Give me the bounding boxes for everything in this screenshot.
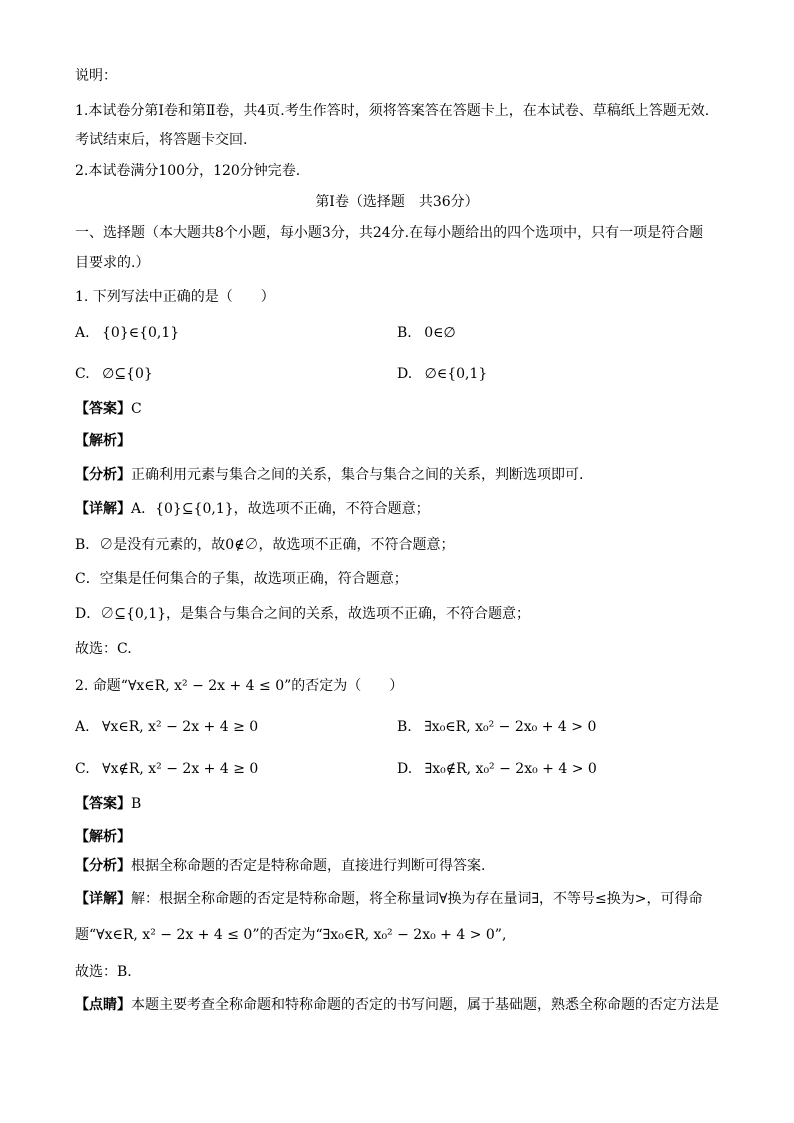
q1-detail-b: B．∅是没有元素的，故0∉∅，故选项不正确，不符合题意； xyxy=(75,537,455,553)
instructions-item1-line1: 1.本试卷分第Ⅰ卷和第Ⅱ卷，共4页.考生作答时，须将答案答在答题卡上，在本试卷、草稿纸上答题无效. xyxy=(75,103,710,119)
q2-option-b-text: ∃x₀∈R, x₀² − 2x₀ + 4 > 0 xyxy=(424,719,597,735)
q1-option-c-label: C. xyxy=(75,366,90,382)
part-heading-line1: 一、选择题（本大题共8个小题，每小题3分，共24分.在每小题给出的四个选项中，只有一项是符合题 xyxy=(75,225,704,241)
q2-answer-tag: 【答案】 xyxy=(75,796,131,812)
part-heading-line2: 目要求的.） xyxy=(75,255,150,271)
q1-option-b-text: 0∈∅ xyxy=(424,325,456,341)
q1-detail-a-text: A．{0}⊆{0,1}，故选项不正确，不符合题意； xyxy=(131,501,430,517)
q1-detail-d: D．∅⊆{0,1}，是集合与集合之间的关系，故选项不正确，不符合题意； xyxy=(75,606,531,622)
q1-option-c xyxy=(75,364,153,384)
q1-option-d-label: D. xyxy=(397,366,413,382)
q2-option-b-label: B. xyxy=(397,719,412,735)
q1-fenxi-text: 正确利用元素与集合之间的关系，集合与集合之间的关系，判断选项即可. xyxy=(131,467,584,483)
q1-detail-c: C．空集是任何集合的子集，故选项正确，符合题意； xyxy=(75,571,408,587)
q1-analysis-label: 【解析】 xyxy=(75,433,131,449)
q2-choose: 故选：B. xyxy=(75,964,132,980)
q1-option-c-text: ∅⊆{0} xyxy=(102,366,153,382)
q2-stem: 2. 命题“∀x∈R, x² − 2x + 4 ≤ 0”的否定为（ ） xyxy=(75,678,404,694)
instructions-item2: 2.本试卷满分100分，120分钟完卷. xyxy=(75,163,301,179)
q2-detail-line1-text: 解：根据全称命题的否定是特称命题，将全称量词∀换为存在量词∃，不等号≤换为>，可得命 xyxy=(131,891,703,907)
q1-option-d-text: ∅∈{0,1} xyxy=(424,366,488,382)
q2-option-a xyxy=(75,717,258,737)
q1-option-d xyxy=(397,364,487,384)
q2-option-d xyxy=(397,759,597,779)
q1-option-a-label: A. xyxy=(75,325,90,341)
q1-option-a-text: {0}∈{0,1} xyxy=(102,325,180,341)
q1-detail-a xyxy=(75,499,430,519)
q2-fenxi-text: 根据全称命题的否定是特称命题，直接进行判断可得答案. xyxy=(131,858,486,874)
q2-analysis-tag xyxy=(75,827,131,847)
q2-option-d-label: D. xyxy=(397,761,413,777)
q2-answer-value: B xyxy=(131,796,142,812)
q2-detail-tag: 【详解】 xyxy=(75,891,131,907)
q1-fenxi xyxy=(75,465,583,485)
q2-option-d-text: ∃x₀∉R, x₀² − 2x₀ + 4 > 0 xyxy=(424,761,597,777)
q1-answer-value: C xyxy=(131,401,142,417)
q2-detail-line1 xyxy=(75,889,703,909)
q1-option-b xyxy=(397,323,456,343)
q1-fenxi-tag: 【分析】 xyxy=(75,467,131,483)
q1-option-a xyxy=(75,323,179,343)
q2-comment-tag: 【点睛】 xyxy=(75,997,131,1013)
q1-analysis-tag xyxy=(75,431,131,451)
q2-option-a-label: A. xyxy=(75,719,90,735)
q2-comment xyxy=(75,995,719,1015)
q2-analysis-label: 【解析】 xyxy=(75,829,131,845)
q2-answer xyxy=(75,794,141,814)
q2-option-a-text: ∀x∈R, x² − 2x + 4 ≥ 0 xyxy=(102,719,259,735)
q2-fenxi-tag: 【分析】 xyxy=(75,858,131,874)
instructions-title: 说明： xyxy=(75,68,117,84)
q1-option-b-label: B. xyxy=(397,325,412,341)
section-title: 第Ⅰ卷（选择题 共36分） xyxy=(315,194,479,210)
q2-option-b xyxy=(397,717,596,737)
q1-answer xyxy=(75,399,142,419)
q2-option-c-text: ∀x∉R, x² − 2x + 4 ≥ 0 xyxy=(102,761,259,777)
q2-option-c-label: C. xyxy=(75,761,90,777)
q2-comment-text: 本题主要考查全称命题和特称命题的否定的书写问题，属于基础题，熟悉全称命题的否定方法是 xyxy=(131,997,719,1013)
q2-option-c xyxy=(75,759,258,779)
q1-stem: 1. 下列写法中正确的是（ ） xyxy=(75,289,275,305)
instructions-item1-line2: 考试结束后，将答题卡交回. xyxy=(75,132,248,148)
q2-fenxi xyxy=(75,856,485,876)
q1-detail-tag: 【详解】 xyxy=(75,501,131,517)
q1-answer-tag: 【答案】 xyxy=(75,401,131,417)
q2-detail-line2: 题“∀x∈R, x² − 2x + 4 ≤ 0”的否定为“∃x₀∈R, x₀² − 2x₀ + 4 > 0”, xyxy=(75,927,507,943)
q1-choose: 故选：C. xyxy=(75,641,132,657)
